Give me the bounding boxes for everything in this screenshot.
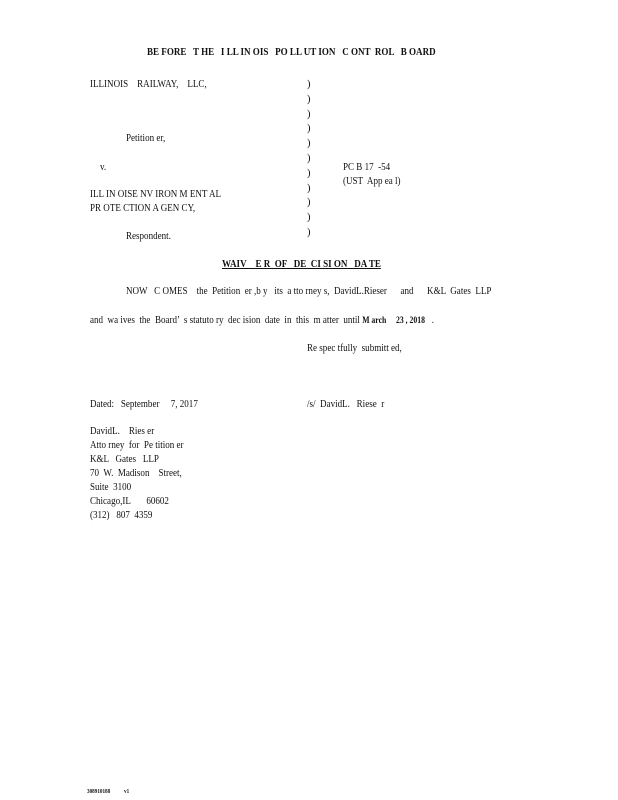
petitioner-name: ILLINOIS RAILWAY, LLC, <box>90 79 207 90</box>
paren: ) <box>307 212 311 224</box>
paren: ) <box>307 138 311 150</box>
caption-parentheses <box>307 78 315 241</box>
case-number: PC B 17 -54 <box>343 162 391 173</box>
body-line-2-end: . <box>431 315 435 326</box>
decision-date: M arch 23 , 2018 <box>362 315 426 325</box>
paren: ) <box>307 93 311 105</box>
paren: ) <box>307 226 311 238</box>
closing-line: Re spec tfully submitt ed, <box>307 343 402 354</box>
footer-version: v1 <box>124 789 130 795</box>
body-line-1: NOW C OMES the Petition er ,b y its a tto rney s, DavidL.Rieser and K&L Gates LLP <box>126 286 492 297</box>
case-type: (UST App ea l) <box>343 176 401 187</box>
firm-suite: Suite 3100 <box>90 482 132 493</box>
paren: ) <box>307 197 311 209</box>
firm-name: K&L Gates LLP <box>90 454 159 465</box>
dated-line: Dated: September 7, 2017 <box>90 399 198 410</box>
paren: ) <box>307 123 311 135</box>
body-line-2 <box>90 314 434 327</box>
firm-street: 70 W. Madison Street, <box>90 468 182 479</box>
respondent-name-line2: PR OTE CTION A GEN CY, <box>90 203 196 214</box>
paren: ) <box>307 108 311 120</box>
paren: ) <box>307 182 311 194</box>
body-line-2-start: and wa ives the Board’ s statuto ry dec ision date in this m atter until <box>90 315 360 326</box>
respondent-name-line1: ILL IN OISE NV IRON M ENT AL <box>90 189 222 200</box>
versus-label: v. <box>100 162 107 173</box>
paren: ) <box>307 167 311 179</box>
petitioner-role: Petition er, <box>126 133 166 144</box>
signature-line: /s/ DavidL. Riese r <box>307 399 385 410</box>
board-header: BE FORE T HE I LL IN OIS PO LL UT ION C ONT ROL B OARD <box>147 47 436 58</box>
footer-doc-id: 308910188 <box>87 789 111 795</box>
respondent-role: Respondent. <box>126 231 171 242</box>
paren: ) <box>307 152 311 164</box>
attorney-role: Atto rney for Pe tition er <box>90 440 184 451</box>
paren: ) <box>307 79 311 90</box>
attorney-name: DavidL. Ries er <box>90 426 155 437</box>
firm-phone: (312) 807 4359 <box>90 510 153 521</box>
document-title: WAIV E R OF DE CI SI ON DA TE <box>222 259 381 270</box>
firm-city: Chicago,IL 60602 <box>90 496 169 507</box>
